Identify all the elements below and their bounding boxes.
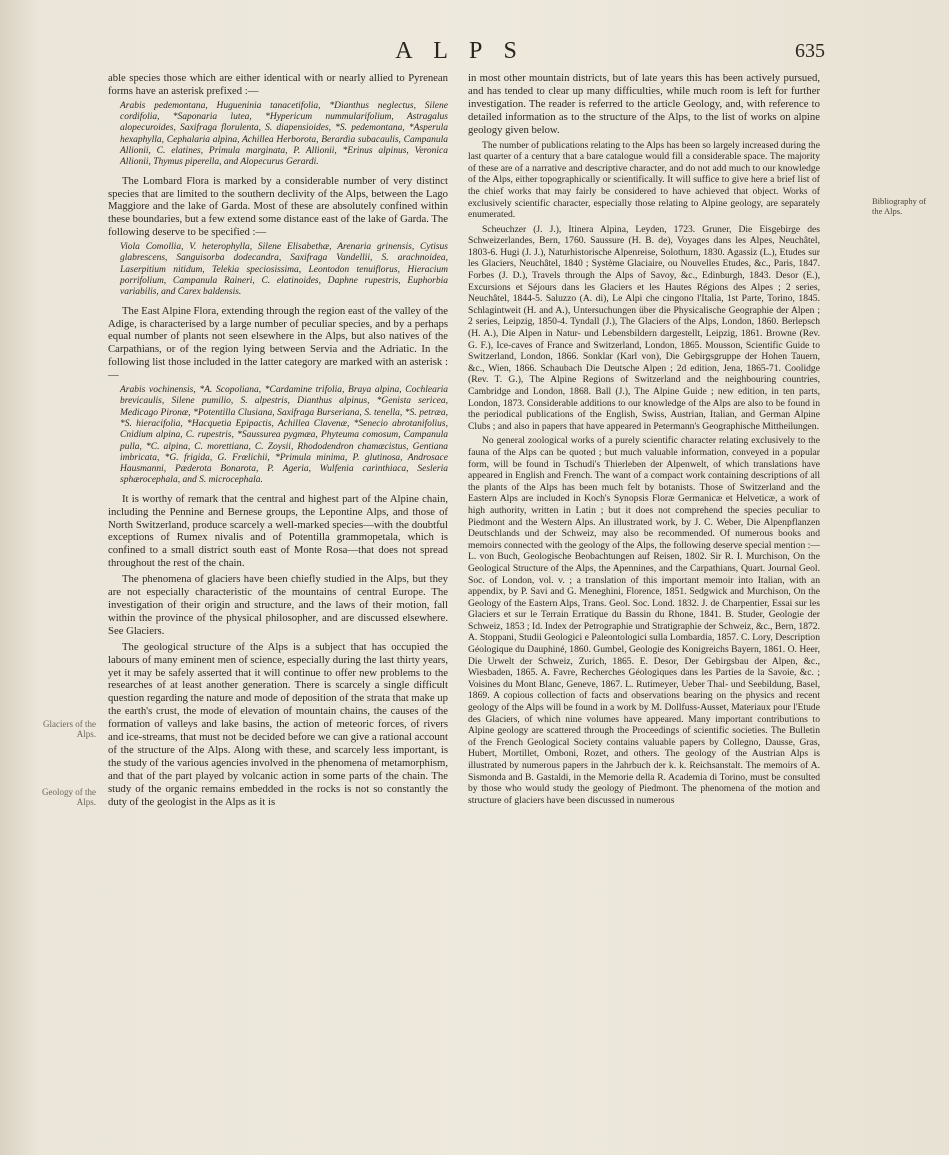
- species-list: Viola Comollia, V. heterophylla, Silene Elisabethæ, Arenaria grinensis, Cytisus glabrescens, Sanguisorba dodecandra, Saxifraga Vandellii, S. arachnoidea, Laserpitium nitidum, Telekia speciosissima, Leontodon tenuiflorus, Hieracium porrifolium, Campanula Raineri, C. elatinoides, Daphne rupestris, Euphorbia variabilis, and Carex baldensis.: [120, 242, 448, 298]
- right-column: [468, 72, 820, 809]
- paragraph: The Lombard Flora is marked by a considerable number of very distinct species that are limited to the southern declivity of the Alps, between the Lago Maggiore and the lake of Garda. Most of these are absolutely confined within these boundaries, but a few extend some distance east of the lake of Garda. The following deserve to be specified :—: [108, 174, 448, 239]
- paragraph: in most other mountain districts, but of late years this has been actively pursued, and has tended to clear up many difficulties, while much room is left for further investigation. The reader is referred to the article Geology, and, with reference to detailed information as to the structure of the Alps, to the list of works on alpine geology given below.: [468, 72, 820, 136]
- paragraph: The number of publications relating to the Alps has been so largely increased during the last quarter of a century that a bare catalogue would fill a considerable space. The majority of these are of a narrative and descriptive character, and do not add much to our knowledge of the Alps, either topographically or scientifically. It will suffice to give here a brief list of the chief works that may fairly be considered to have achieved that object. Works of exclusively scientific character, especially those relating to Alpine geology, are separately enumerated.: [468, 139, 820, 221]
- page-header: [0, 38, 949, 68]
- running-head: A L P S: [395, 38, 525, 64]
- species-list: Arabis pedemontana, Hugueninia tanacetifolia, *Dianthus neglectus, Silene cordifolia, *Saponaria lutea, *Hypericum nummularifolium, Astragalus alopecuroides, Saxifraga florulenta, S. diapensioides, *S. pedemontana, *Asperula hexaphylla, Cephalaria alpina, Achillea Herborota, Berardia subacaulis, Campanula Allionii, C. elatines, Primula marginata, P. Allionii, *Erinus alpinus, Veronica Allionii, Thymus piperella, and Alopecurus Gerardi.: [120, 100, 448, 168]
- margin-note-geology: Geology of the Alps.: [42, 787, 96, 807]
- margin-note-bibliography: Bibliography of the Alps.: [872, 196, 927, 216]
- page-number: 635: [795, 40, 825, 62]
- species-list: Arabis vochinensis, *A. Scopoliana, *Cardamine trifolia, Braya alpina, Cochlearia brevicaulis, Silene pumilio, S. alpestris, Dianthus alpinus, *Genista sericea, Medicago Pironæ, *Potentilla Clusiana, Saxifraga Burseriana, S. tenella, *S. petræa, *S. hieracifolia, *Hacquetia Epipactis, Achillea Clavenæ, *Senecio abrotanifolius, Cnidium alpina, C. rupestris, *Saussurea pygmæa, Phyteuma comosum, Campanula pulla, *C. alpina, C. morettiana, C. Zoysii, Rhododendron chamæcistus, Gentiana imbricata, *G. frigida, G. Frœlichii, *Primula minima, P. glutinosa, Androsace Hausmanni, Pæderota Bonarota, P. Ageria, Wulfenia carinthiaca, Sesleria sphærocephala, and S. microcephala.: [120, 385, 448, 486]
- paragraph: The East Alpine Flora, extending through the region east of the valley of the Adige, is characterised by a large number of peculiar species, and by a perhaps equal number of plants not seen elsewhere in the Alps, but also natives of the Carpathians, or of the region lying between Servia and the Adriatic. In the following list those included in the latter category are marked with an asterisk :—: [108, 304, 448, 382]
- paragraph: The geological structure of the Alps is a subject that has occupied the labours of many eminent men of science, especially during the last thirty years, yet it may be safely asserted that it will continue to offer new problems to the researches of at least another generation. There is scarcely a single difficult question regarding the nature and mode of deposition of the strata that make up the earth's crust, the mode of elevation of mountain chains, the causes of the formation of valleys and lake basins, the action of meteoric forces, of rivers and ice-streams, that must not be decided before we can give a rational account of the structure of the Alps. Along with these, and scarcely less important, is the study of the various agencies involved in the phenomena of metamorphism, and that of the part played by volcanic action in some parts of the chain. The study of the organic remains embedded in the rocks is not so constantly the duty of the geologist in the Alps as it is: [108, 640, 448, 808]
- margin-note-glaciers: Glaciers of the Alps.: [43, 719, 96, 739]
- paragraph: No general zoological works of a purely scientific character relating exclusively to the fauna of the Alps can be quoted ; but much valuable information, conveyed in a popular form, will be found in Tschudi's Thierleben der Alpenwelt, of which translations have appeared in English and French. The want of a compact work containing descriptions of all the plants of the Alps has been much felt by botanists. Those of Switzerland and the Eastern Alps are included in Koch's Synopsis Floræ Germanicæ et Helveticæ, a work of high authority, written in Latin ; but it does not comprehend the species peculiar to Piedmont and the Western Alps. An illustrated work, by J. C. Weber, Die Alpenpflanzen Deutschlands und der Schweiz, may also be recommended. Of numerous books and memoirs connected with the geology of the Alps, the following deserve special mention :—L. von Buch, Geologische Beobachtungen auf Reisen, 1802. Sir R. I. Murchison, On the Geological Structure of the Alps, the Apennines, and the Carpathians, Quart. Journal Geol. Soc. of London, vol. v. ; a translation of this important memoir into Italian, with an appendix, by P. Savi and G. Meneghini, Florence, 1851. Sedgwick and Murchison, On the Geology of the Eastern Alps, Trans. Geol. Soc. Lond. 1832. J. de Charpentier, Essai sur les Glaciers et sur le Terrain Erratique du Bassin du Rhone, 1841. B. Studer, Geologie der Schweiz, 1853 ; Id. Index der Petrographie und Stratigraphie der Schweiz, &c., Bern, 1872. A. Stoppani, Studii Geologici e Paleontologici sulla Lombardia, 1857. C. Lory, Description Géologique du Dauphiné, 1860. Gumbel, Geologie des Konigreichs Bayern, 1861. O. Heer, Die Urwelt der Schweiz, Zurich, 1865. E. Desor, Der Gebirgsbau der Alpen, &c., Wiesbaden, 1865. A. Favre, Recherches Géologiques dans les Parties de la Savoie, &c. ; Voisines du Mont Blanc, Geneve, 1867. L. Rutimeyer, Ueber Thal- und Seebildung, Basel, 1869. A copious collection of facts and observations bearing on the physics and recent geology of the Alps will be found in a work by M. Dollfuss-Ausset, Materiaux pour l'Etude des Glaciers, of which nine volumes have appeared. Many important contributions to Alpine geology are scattered through the Proceedings of scientific societies. The Bulletin of the French Geological Society contains valuable papers by Collegno, Dausse, Gras, Hubert, Mortillet, Omboni, Rozet, and others. The geology of the Austrian Alps is illustrated by numerous papers in the Jahrbuch der k. k. Reichsanstalt. The memoirs of A. Sismonda and B. Gastaldi, in the Memorie della R. Academia di Torino, must be consulted by those who would study the geology of Piedmont. The phenomena of the motion and structure of glaciers have been discussed in numerous: [468, 435, 820, 806]
- paragraph: Scheuchzer (J. J.), Itinera Alpina, Leyden, 1723. Gruner, Die Eisgebirge des Schweizerlandes, Bern, 1760. Saussure (H. B. de), Voyages dans les Alpes, Neuchâtel, 1803-6. Hugi (J. J.), Naturhistorische Alpenreise, Solothurn, 1830. Agassiz (L.), Etudes sur les Glaciers, Neuchâtel, 1840 ; Système Glaciaire, ou Nouvelles Etudes, &c., Paris, 1847. Forbes (J. D.), Travels through the Alps of Savoy, &c., Edinburgh, 1843. Desor (E.), Excursions et Séjours dans les Glaciers et les Hautes Régions des Alpes ; 2 series, Neuchâtel, 1844-5. Saluzzo (A. di), Le Alpi che cingono l'Italia, 1st Parte, Torino, 1845. Schlagintweit (H. and A.), Untersuchungen über die Physicalische Geographie der Alpen ; 2 series, Leipzig, 1850-4. Tyndall (J.), The Glaciers of the Alps, London, 1860. Berlepsch (H. A.), Die Alpen in Natur- und Lebensbildern dargestellt, Leipzig, 1861. Browne (Rev. G. F.), Ice-caves of France and Switzerland, London, 1865. Mousson, Scientific Guide to Switzerland, London, 1866. Sonklar (Karl von), Die Gebirgsgruppe der Hohen Tauern, &c., Wien, 1866. Schaubach Die Deutsche Alpen ; 2d edition, Jena, 1865-71. Coolidge (Rev. T. G.), The Alpine Regions of Switzerland and the neighbouring countries, Cambridge and London, 1868. Ball (J.), The Alpine Guide ; new edition, in ten parts, London, 1873. Considerable additions to our knowledge of the Alps are also to be found in the periodical publications of the English, Swiss, Austrian, Italian, and German Alpine Clubs ; and also in papers that have appeared in Petermann's Geographische Mittheilungen.: [468, 223, 820, 432]
- bibliography-section: [468, 140, 820, 807]
- paragraph: able species those which are either identical with or nearly allied to Pyrenean forms have an asterisk prefixed :—: [108, 72, 448, 97]
- paragraph: It is worthy of remark that the central and highest part of the Alpine chain, including the Pennine and Bernese groups, the Lepontine Alps, and those of North Switzerland, produce scarcely a well-marked species—with the doubtful exceptions of Rumex nivalis and of Potentilla grammopetala, which is confined to a small district south east of Monte Rosa—that does not spread throughout the rest of the chain.: [108, 492, 448, 570]
- left-column: [108, 72, 448, 811]
- paragraph: The phenomena of glaciers have been chiefly studied in the Alps, but they are not especially characteristic of the mountains of central Europe. The investigation of their origin and structure, and the laws of their motion, fall within the province of the physical philosopher, and are discussed elsewhere. See Glaciers.: [108, 573, 448, 637]
